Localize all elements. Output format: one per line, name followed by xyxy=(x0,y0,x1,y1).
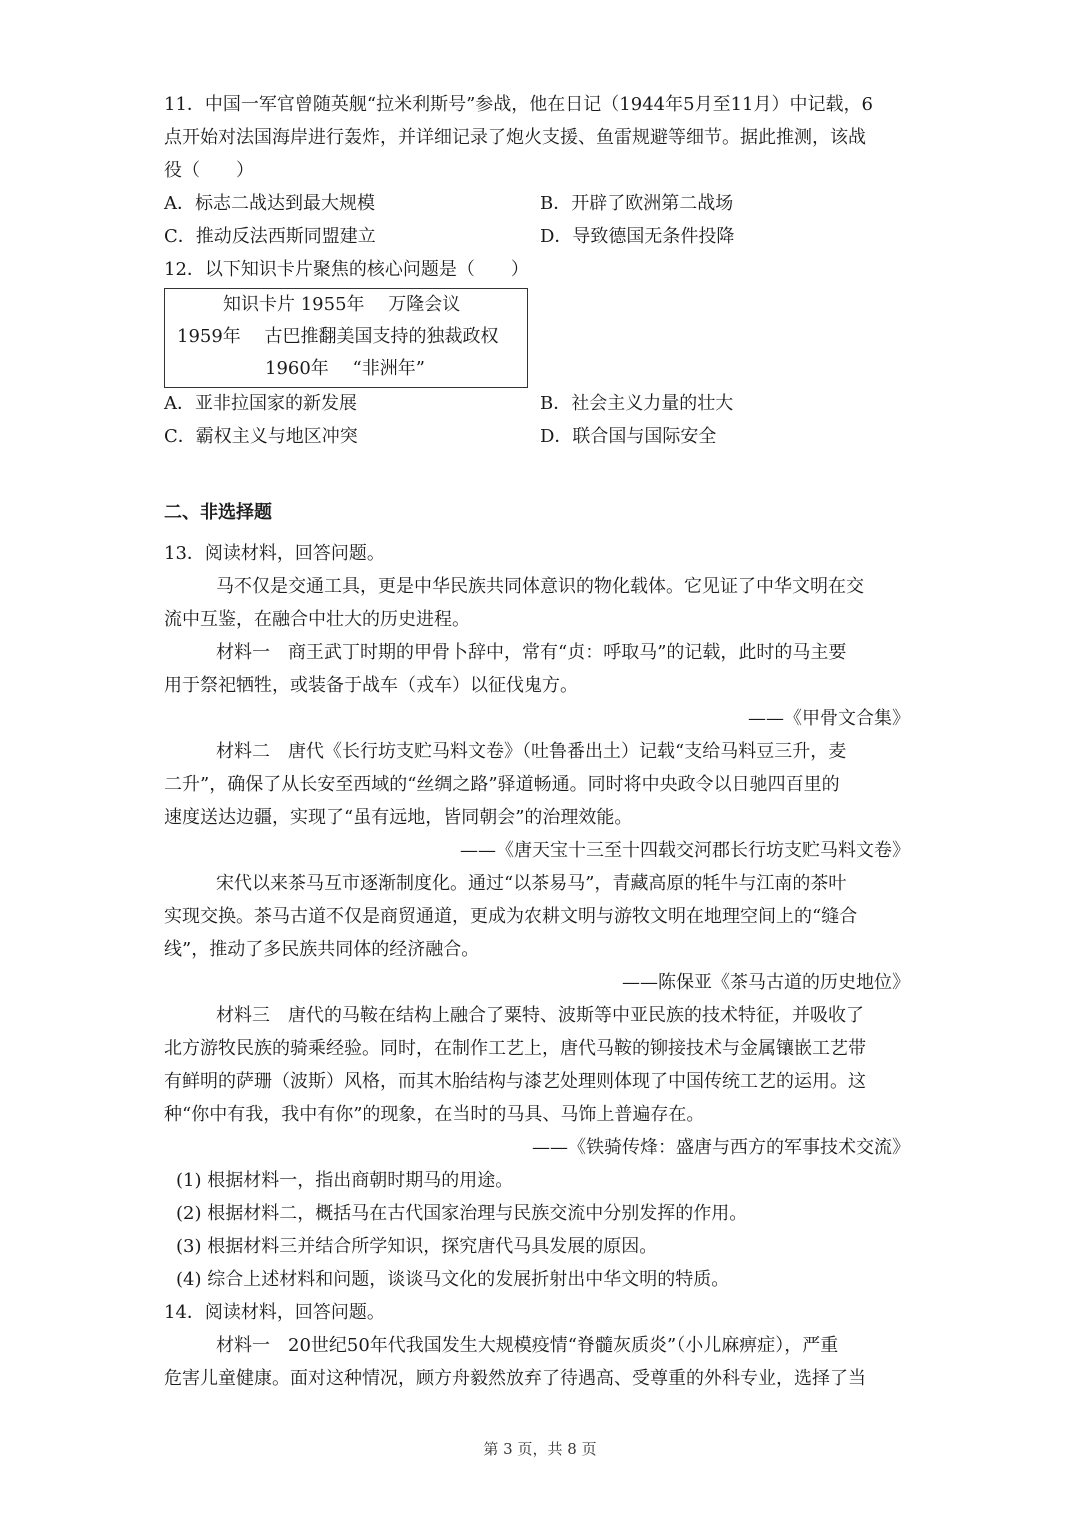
q12-stem: 12．以下知识卡片聚焦的核心问题是（ ） xyxy=(164,259,529,280)
q11-option-c[interactable]: C．推动反法西斯同盟建立 xyxy=(164,226,376,247)
card-line2: 1959年 古巴推翻美国支持的独裁政权 xyxy=(177,326,499,347)
q13-subquestion-3: (3) 根据材料三并结合所学知识，探究唐代马具发展的原因。 xyxy=(176,1236,658,1257)
q13-material2b-line1: 宋代以来茶马互市逐渐制度化。通过“以茶易马”，青藏高原的牦牛与江南的茶叶 xyxy=(216,873,847,894)
q13-material3-line2: 北方游牧民族的骑乘经验。同时，在制作工艺上，唐代马鞍的铆接技术与金属镶嵌工艺带 xyxy=(164,1038,866,1059)
q13-material2b-line3: 线”，推动了多民族共同体的经济融合。 xyxy=(164,939,480,960)
q13-intro-line1: 马不仅是交通工具，更是中华民族共同体意识的物化载体。它见证了中华文明在交 xyxy=(216,576,864,597)
card-line3: 1960年 “非洲年” xyxy=(265,358,425,379)
q13-material2b-source: ——陈保亚《茶马古道的历史地位》 xyxy=(622,972,910,993)
q13-material3-line4: 种“你中有我，我中有你”的现象，在当时的马具、马饰上普遍存在。 xyxy=(164,1104,705,1125)
q13-material1-source: ——《甲骨文合集》 xyxy=(748,708,910,729)
q13-subquestion-1: (1) 根据材料一，指出商朝时期马的用途。 xyxy=(176,1170,514,1191)
q13-stem: 13．阅读材料，回答问题。 xyxy=(164,543,385,564)
q12-option-a[interactable]: A．亚非拉国家的新发展 xyxy=(164,393,357,414)
q11-option-b[interactable]: B．开辟了欧洲第二战场 xyxy=(540,193,734,214)
q14-material1-line2: 危害儿童健康。面对这种情况，顾方舟毅然放弃了待遇高、受尊重的外科专业，选择了当 xyxy=(164,1368,866,1389)
q13-material2-line1: 材料二 唐代《长行坊支贮马料文卷》（吐鲁番出土）记载“支给马料豆三升，麦 xyxy=(216,741,847,762)
q12-option-d[interactable]: D．联合国与国际安全 xyxy=(540,426,717,447)
q11-line1: 11．中国一军官曾随英舰“拉米利斯号”参战，他在日记（1944年5月至11月）中记载，6 xyxy=(164,94,873,115)
q11-line2: 点开始对法国海岸进行轰炸，并详细记录了炮火支援、鱼雷规避等细节。据此推测，该战 xyxy=(164,127,866,148)
q12-option-c[interactable]: C．霸权主义与地区冲突 xyxy=(164,426,358,447)
q13-material3-line3: 有鲜明的萨珊（波斯）风格，而其木胎结构与漆艺处理则体现了中国传统工艺的运用。这 xyxy=(164,1071,866,1092)
q13-material1-line1: 材料一 商王武丁时期的甲骨卜辞中，常有“贞：呼取马”的记载，此时的马主要 xyxy=(216,642,847,663)
q11-line3: 役（ ） xyxy=(164,160,254,181)
q13-material2-source: ——《唐天宝十三至十四载交河郡长行坊支贮马料文卷》 xyxy=(460,840,910,861)
q13-material2-line3: 速度送达边疆，实现了“虽有远地，皆同朝会”的治理效能。 xyxy=(164,807,633,828)
q13-intro-line2: 流中互鉴，在融合中壮大的历史进程。 xyxy=(164,609,470,630)
q13-material3-line1: 材料三 唐代的马鞍在结构上融合了粟特、波斯等中亚民族的技术特征，并吸收了 xyxy=(216,1005,864,1026)
q12-option-b[interactable]: B．社会主义力量的壮大 xyxy=(540,393,734,414)
q11-option-a[interactable]: A．标志二战达到最大规模 xyxy=(164,193,375,214)
page-footer: 第 3 页，共 8 页 xyxy=(483,1440,597,1458)
q14-material1-line1: 材料一 20世纪50年代我国发生大规模疫情“脊髓灰质炎”（小儿麻痹症），严重 xyxy=(216,1335,839,1356)
q13-subquestion-2: (2) 根据材料二，概括马在古代国家治理与民族交流中分别发挥的作用。 xyxy=(176,1203,748,1224)
q13-material2b-line2: 实现交换。茶马古道不仅是商贸通道，更成为农耕文明与游牧文明在地理空间上的“缝合 xyxy=(164,906,858,927)
card-line1: 知识卡片 1955年 万隆会议 xyxy=(223,294,461,315)
knowledge-card xyxy=(164,288,528,388)
q14-stem: 14．阅读材料，回答问题。 xyxy=(164,1302,385,1323)
q13-material2-line2: 二升”，确保了从长安至西域的“丝绸之路”驿道畅通。同时将中央政令以日驰四百里的 xyxy=(164,774,840,795)
q13-material1-line2: 用于祭祀牺牲，或装备于战车（戎车）以征伐鬼方。 xyxy=(164,675,578,696)
q11-option-d[interactable]: D．导致德国无条件投降 xyxy=(540,226,735,247)
q13-subquestion-4: (4) 综合上述材料和问题，谈谈马文化的发展折射出中华文明的特质。 xyxy=(176,1269,730,1290)
q13-material3-source: ——《铁骑传烽：盛唐与西方的军事技术交流》 xyxy=(532,1137,910,1158)
section-heading: 二、非选择题 xyxy=(164,502,272,523)
